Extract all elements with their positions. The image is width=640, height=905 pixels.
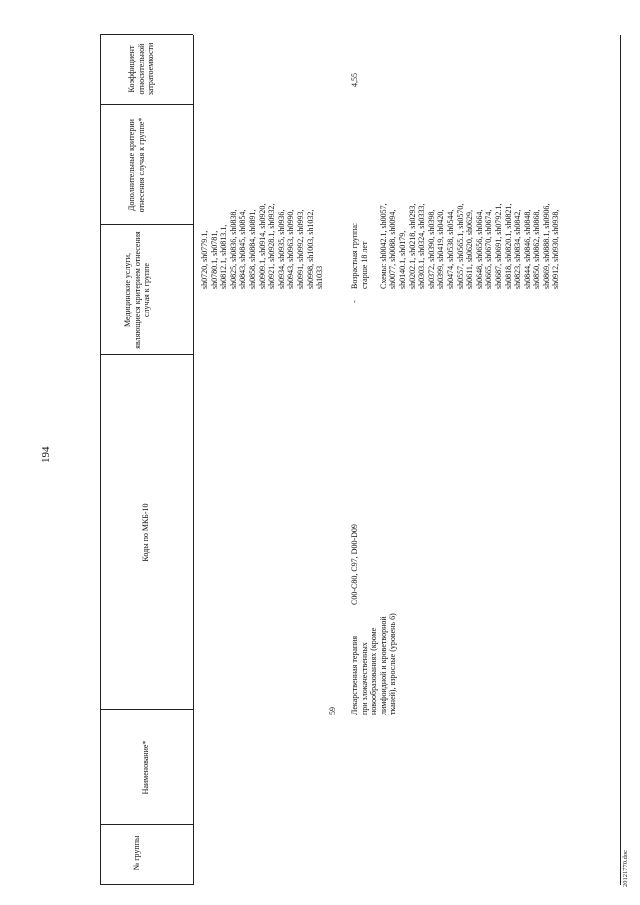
header-name: Наименование* <box>141 740 150 795</box>
table-left-border <box>100 884 193 885</box>
scanned-page <box>20 0 640 905</box>
col-divider-5 <box>100 104 193 105</box>
header-mkb-codes: Коды по МКБ-10 <box>141 503 150 562</box>
continuation-extra-criteria: sh0720, sh0779.1, sh0780.1, sh0781, sh0812.1, sh0813.1, sh0825, sh0836, sh0838, sh0843, sh0845, sh0854, sh0858, sh0884, sh0891, sh0909.1, sh0914, sh0920, sh0921, sh0928.1, sh0932, sh0934, sh0935, sh0936, sh0943, sh0963, sh0990, sh0991, sh0992, sh0993, sh0998, sh1003, sh1032, sh1033 <box>200 203 325 289</box>
header-coefficient: Коэффициент относительной затратоемкости <box>127 42 155 96</box>
row-group-number: 59 <box>328 707 337 715</box>
table-bottom-border <box>620 35 621 885</box>
header-bottom-border <box>193 35 194 885</box>
col-divider-2 <box>100 709 193 710</box>
row-mkb-codes: C00-C80, C97, D00-D09 <box>350 524 359 605</box>
table-top-border <box>100 35 101 885</box>
header-group-number: № группы <box>132 835 141 871</box>
page-number: 194 <box>40 446 52 463</box>
col-divider-4 <box>100 224 193 225</box>
row-extra-criteria: Возрастная группа: старше 18 лет Схемы: sh0042.1, sh0057, sh0077, sh0088, sh0094, sh0140.1, sh0179, sh0202.1, sh0218, sh0293, sh0303.1, sh0324, sh0333, sh0372, sh0390, sh0398, sh0399, sh0419, sh0420, sh0474, sh0538, sh0544, sh0557, sh0565.1, sh0570, sh0611, sh0620, sh0629, sh0648, sh0656, sh0664, sh0665, sh0670, sh0674, sh0687, sh0691, sh0792.1, sh0818, sh0820.1, sh0821, sh0823, sh0834, sh0842, sh0844, sh0846, sh0848, sh0850, sh0862, sh0868, sh0869, sh0888.1, sh0906, sh0912, sh0930, sh0938, <box>350 203 561 289</box>
row-coefficient: 4,55 <box>350 73 359 87</box>
row-name: Лекарственная терапия при злокачественных новообразованиях (кроме лимфоидной и кроветворной тканей), взрослые (уровень 6) <box>350 613 398 715</box>
table-right-border <box>100 34 193 35</box>
rotated-table-layer <box>20 0 640 905</box>
col-divider-1 <box>100 824 193 825</box>
header-extra-criteria: Дополнительные критерии отнесения случая к группе* <box>127 117 146 213</box>
col-divider-3 <box>100 354 193 355</box>
footer-filename: 20121770.doc <box>622 849 629 887</box>
header-services: Медицинские услуги, являющиеся критерием отнесения случая к группе <box>123 231 151 349</box>
row-services: - <box>350 300 359 303</box>
